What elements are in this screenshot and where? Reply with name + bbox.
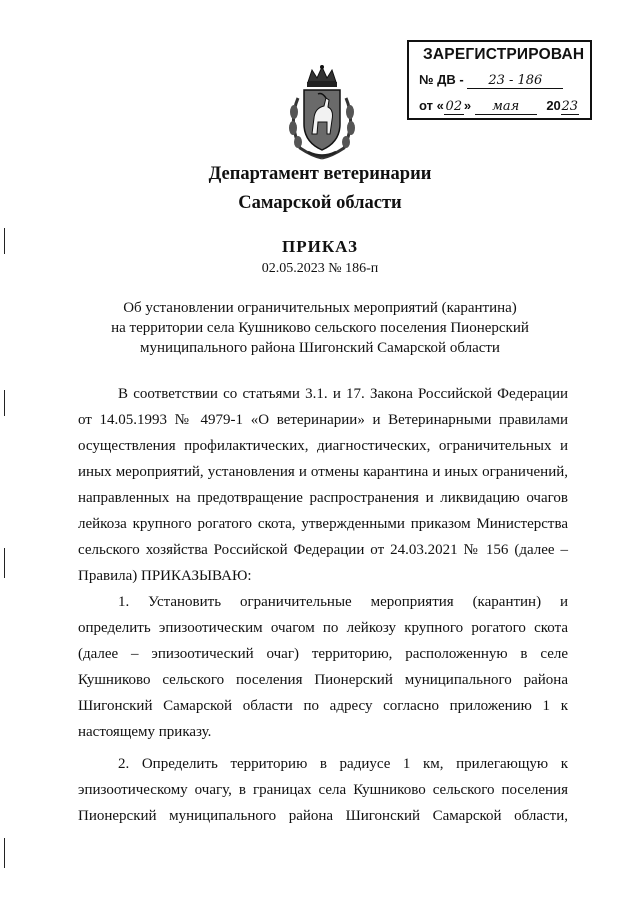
order-number: 02.05.2023 № 186-п: [261, 261, 379, 276]
stamp-year-suffix: 23: [561, 99, 579, 114]
stamp-title: ЗАРЕГИСТРИРОВАН: [423, 46, 585, 63]
stamp-year-prefix: 20: [546, 98, 561, 113]
stamp-date-prefix: от «: [419, 98, 444, 113]
order-title: ПРИКАЗ: [282, 237, 358, 256]
scan-artifact: [4, 548, 5, 578]
stamp-number-prefix: № ДВ -: [419, 72, 464, 87]
department-name-line2: Самарской области: [238, 193, 402, 213]
stamp-number-value: 23 - 186: [467, 73, 563, 89]
order-body: [78, 381, 568, 829]
department-name-line1: Департамент ветеринарии: [208, 164, 432, 184]
paragraph-preamble: В соответствии со статьями 3.1. и 17. Закона Российской Федерации от 14.05.1993 № 4979-1 «О ветеринарии» и Ветеринарными правилами осуществления профилактических, диагностических, ограничительных и иных мероприятий, установления и отмены карантина и иных ограничений, направленных на предотвращение распространения и ликвидацию очагов лейкоза крупного рогатого скота, утвержденными приказом Министерства сельского хозяйства Российской Федерации от 24.03.2021 № 156 (далее – Правила) ПРИКАЗЫВАЮ:: [78, 386, 568, 584]
stamp-date-row: [419, 98, 579, 115]
order-subject-line2: на территории села Кушниково сельского поселения Пионерский: [111, 320, 529, 336]
registration-stamp: [407, 40, 592, 120]
stamp-date-month: мая: [475, 99, 537, 115]
stamp-number-row: [419, 72, 563, 89]
order-subject-line1: Об установлении ограничительных мероприятий (карантина): [123, 300, 517, 316]
paragraph-item-1: 1. Установить ограничительные мероприятия (карантин) и определить эпизоотическим очагом по лейкозу крупного рогатого скота (далее – эпизоотический очаг) территорию, расположенную в селе Кушниково сельского поселения Пионерский муниципального района Шигонский Самарской области по адресу согласно приложению 1 к настоящему приказу.: [78, 594, 568, 740]
stamp-date-sep: »: [463, 98, 472, 113]
scan-artifact: [4, 838, 5, 868]
paragraph-item-2: 2. Определить территорию в радиусе 1 км, прилегающую к эпизоотическому очагу, в границах села Кушниково сельского поселения Пионерский муниципального района Шигонский Самарской области,: [78, 756, 568, 824]
samara-coat-of-arms-icon: [282, 64, 362, 160]
order-subject-line3: муниципального района Шигонский Самарской области: [140, 340, 500, 356]
stamp-date-day: 02: [445, 99, 463, 114]
scan-artifact: [4, 390, 5, 416]
